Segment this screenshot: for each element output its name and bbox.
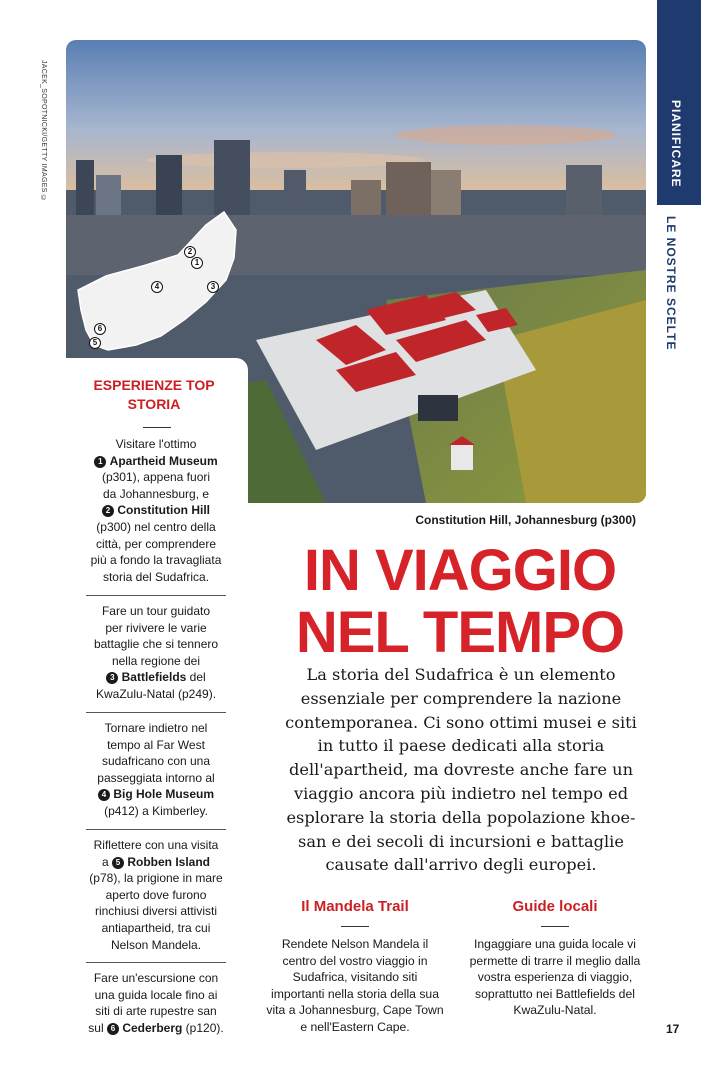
place-name: Big Hole Museum xyxy=(113,787,215,802)
exp-line: (p300) nel centro della xyxy=(96,519,216,534)
experience-item xyxy=(86,837,226,953)
map-marker-2: 2 xyxy=(184,242,196,260)
exp-line: a 5 Robben Island xyxy=(101,854,211,869)
exp-line: sudafricano con una xyxy=(101,754,211,769)
exp-line: da Johannesburg, e xyxy=(102,486,210,501)
exp-line: Riflettere con una visita xyxy=(93,838,219,852)
exp-line: (p301), appena fuori xyxy=(101,470,211,485)
exp-line: più a fondo la travagliata xyxy=(90,553,222,568)
number-badge-5: 5 xyxy=(112,857,124,869)
exp-line: (p78), la prigione in mare xyxy=(89,871,223,886)
photo-caption: Constitution Hill, Johannesburg (p300) xyxy=(415,513,636,527)
map-marker-4: 4 xyxy=(151,277,163,295)
column-title-guide: Guide locali xyxy=(512,898,598,915)
section-label: PIANIFICARE xyxy=(669,100,683,188)
exp-line xyxy=(86,453,226,470)
exp-line: passeggiata intorno al xyxy=(97,770,215,785)
title-line1: IN VIAGGIO xyxy=(303,538,617,603)
exp-line: antiapartheid, tra cui xyxy=(101,920,211,935)
map-marker-1: 1 xyxy=(191,253,203,271)
exp-line: KwaZulu-Natal (p249). xyxy=(95,686,217,701)
divider xyxy=(86,595,226,596)
column-rule xyxy=(541,926,569,927)
exp-line: Nelson Mandela. xyxy=(110,937,202,952)
exp-line: siti di arte rupestre san xyxy=(95,1004,217,1019)
sidebar-title-line1: ESPERIENZE TOP xyxy=(93,377,215,393)
number-badge-3: 3 xyxy=(106,672,118,684)
page-title xyxy=(270,540,650,664)
exp-line: Fare un tour guidato xyxy=(101,604,211,618)
column-body-guide: Ingaggiare una guida locale vi permette di trarre il meglio dalla vostra esperienza di viaggio, soprattutto nei Battlefields del KwaZulu-Natal. xyxy=(469,937,641,1018)
place-name: Battlefields xyxy=(121,670,187,685)
exp-line: 3 Battlefields del xyxy=(86,669,226,686)
exp-line: una guida locale fino ai xyxy=(94,987,218,1002)
experience-item xyxy=(86,720,226,820)
exp-line: sul 6 Cederberg (p120). xyxy=(88,1020,224,1035)
photo-credit: JACEK_SOPOTNICKI/GETTY IMAGES © xyxy=(40,60,47,203)
place-name: Robben Island xyxy=(127,854,211,869)
exp-line xyxy=(86,786,226,803)
map-marker-6: 6 xyxy=(94,319,106,337)
place-name: Cederberg xyxy=(122,1020,183,1035)
page-number: 17 xyxy=(666,1022,680,1036)
intro-paragraph: La storia del Sudafrica è un elemento essenziale per comprendere la nazione contemporanea. Ci sono ottimi musei e siti in tutto il paese dedicati alla storia dell'apartheid, ma dovreste anche fare un viaggio ancora più indietro nel tempo ed esplorare la storia della popolazione khoe-san e dei secoli di incursioni e battaglie causate dall'arrivo degli europei. xyxy=(285,665,637,875)
sidebar-title xyxy=(64,376,244,414)
column-body-mandela: Rendete Nelson Mandela il centro del vostro viaggio in Sudafrica, visitando siti importanti nella storia della sua vita a Johannesburg, Cape Town e nell'Eastern Cape. xyxy=(266,937,444,1034)
number-badge-2: 2 xyxy=(102,505,114,517)
divider xyxy=(86,962,226,963)
exp-line: tempo al Far West xyxy=(107,737,205,752)
number-badge-6: 6 xyxy=(107,1023,119,1035)
number-badge-4: 4 xyxy=(98,789,110,801)
exp-line: Visitare l'ottimo xyxy=(115,437,197,451)
exp-line xyxy=(86,502,226,519)
column-rule xyxy=(341,926,369,927)
experience-item xyxy=(86,603,226,703)
exp-line: storia del Sudafrica. xyxy=(102,569,210,584)
column-title-mandela: Il Mandela Trail xyxy=(301,898,409,915)
exp-line: battaglie che si tennero xyxy=(93,637,219,652)
exp-line: (p412) a Kimberley. xyxy=(104,803,208,818)
sidebar-title-rule xyxy=(143,427,171,428)
exp-line: nella regione dei xyxy=(111,653,201,668)
divider xyxy=(86,712,226,713)
number-badge-1: 1 xyxy=(94,456,106,468)
map-marker-5: 5 xyxy=(89,333,101,351)
map-marker-3: 3 xyxy=(207,277,219,295)
experience-item xyxy=(86,970,226,1036)
exp-line: rinchiusi diversi attivisti xyxy=(94,904,218,919)
title-line2: NEL TEMPO xyxy=(295,600,625,665)
place-name: Constitution Hill xyxy=(117,503,210,518)
sidebar-title-line2: STORIA xyxy=(127,396,181,412)
exp-line: città, per comprendere xyxy=(95,536,217,551)
experience-item xyxy=(86,436,226,585)
exp-line: Tornare indietro nel xyxy=(104,721,208,735)
exp-line: aperto dove furono xyxy=(105,887,207,902)
exp-line: Fare un'escursione con xyxy=(93,971,219,985)
subsection-label: LE NOSTRE SCELTE xyxy=(664,216,678,351)
place-name: Apartheid Museum xyxy=(109,453,218,468)
divider xyxy=(86,829,226,830)
exp-line: per rivivere le varie xyxy=(105,620,207,635)
